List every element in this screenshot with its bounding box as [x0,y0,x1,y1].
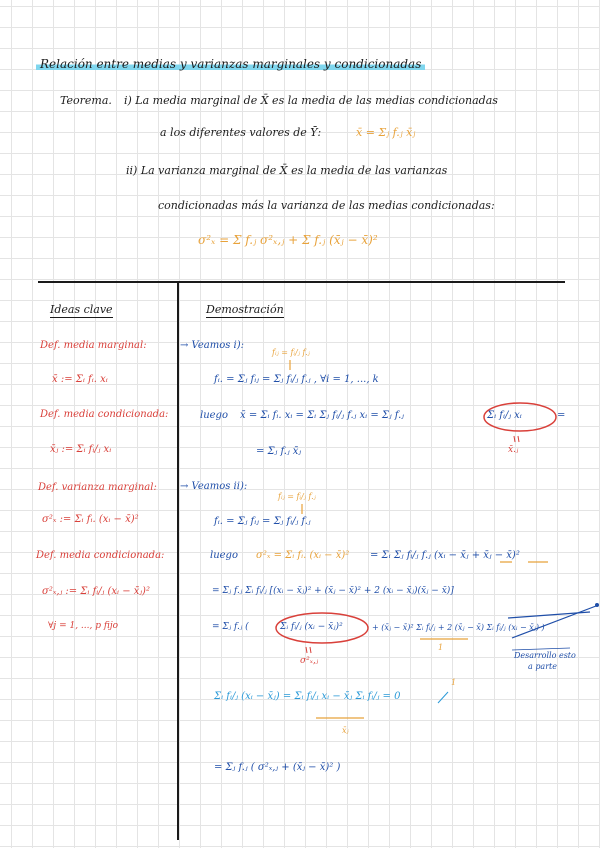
theorem-part1-line2: a los diferentes valores de Ȳ: [160,126,322,139]
def-media-condicionada-formula: x̄ⱼ := Σᵢ fᵢ/ⱼ xᵢ [50,444,112,455]
def-varianza-condicionada-title: Def. media condicionada: [36,550,165,561]
proof-ii-line2-rest: = Σᵢ Σⱼ fᵢ/ⱼ f.ⱼ (xᵢ − x̄ⱼ + x̄ⱼ − x̄)² [370,550,520,561]
page-title: Relación entre medias y varianzas marginales y condicionadas [36,57,425,71]
arrow-head-dot [595,603,599,607]
proof-ii-cyan-line: Σᵢ fᵢ/ⱼ (xᵢ − x̄ⱼ) = Σᵢ fᵢ/ⱼ xᵢ − x̄ⱼ Σᵢ fᵢ/ⱼ = 0 [214,691,401,702]
proof-ii-cyan-sub: x̄ⱼ [342,726,349,735]
proof-ii-cyan-one: 1 [451,678,457,687]
proof-i-line3: = Σⱼ f.ⱼ x̄ⱼ [256,446,302,457]
proof-ii-note: fᵢⱼ = fᵢ/ⱼ f.ⱼ [278,492,316,501]
theorem-part2-formula: σ²ₓ = Σ f.ⱼ σ²ₓ,ⱼ + Σ f.ⱼ (x̄ⱼ − x̄)² [198,233,378,247]
strike-cyan [438,692,448,703]
theorem-part1-line1: i) La media marginal de X̄ es la media de las medias condicionadas [124,94,498,107]
proof-i-note: fᵢⱼ = fᵢ/ⱼ f.ⱼ [272,348,310,357]
proof-ii-note-right-2: a parte [528,662,557,671]
def-varianza-marginal-title: Def. varianza marginal: [38,482,157,493]
proof-ii-line2-lead: luego [210,550,238,561]
proof-i-line2-circled: Σᵢ fᵢ/ⱼ xᵢ [487,410,522,421]
proof-ii-line1: fᵢ. = Σⱼ fᵢⱼ = Σⱼ fᵢ/ⱼ f.ⱼ [214,516,311,527]
circle-annotation-ii [276,613,368,643]
def-varianza-condicionada-formula: σ²ₓ,ⱼ := Σᵢ fᵢ/ⱼ (xᵢ − x̄ⱼ)² [42,586,150,597]
proof-ii-intro: → Veamos ii): [180,481,248,492]
def-media-condicionada-title: Def. media condicionada: [40,409,169,420]
theorem-label: Teorema. [60,94,112,107]
theorem-part2-line2: condicionadas más la varianza de las medias condicionadas: [158,199,495,212]
theorem-part2-line1: ii) La varianza marginal de X̄ es la media de las varianzas [126,164,448,177]
proof-ii-one-label: 1 [438,643,444,652]
proof-ii-line4-circled: Σᵢ fᵢ/ⱼ (xᵢ − x̄ⱼ)² [280,622,343,632]
def-media-marginal-formula: x̄ := Σᵢ fᵢ. xᵢ [52,374,108,385]
proof-i-xbar-j-label: x̄.ⱼ [508,445,519,455]
equal-marks-ii [306,647,311,653]
proof-ii-line4-start: = Σⱼ f.ⱼ ( [212,622,249,632]
proof-ii-note-right-1: Desarrollo esto [514,651,576,660]
proof-i-line1: fᵢ. = Σⱼ fᵢⱼ = Σⱼ fᵢ/ⱼ f.ⱼ , ∀i = 1, ..., k [214,374,379,385]
def-media-marginal-title: Def. media marginal: [40,340,147,351]
proof-ii-sigma-label: σ²ₓ,ⱼ [300,656,319,666]
proof-ii-line4-rest: + (x̄ⱼ − x̄)² Σᵢ fᵢ/ⱼ + 2 (x̄ⱼ − x̄) Σᵢ fᵢ/ⱼ (xᵢ − x̄ⱼ) ) [372,623,545,632]
arrow-last-term [512,606,596,638]
theorem-part1-formula: x̄ = Σⱼ f.ⱼ x̄ⱼ [356,126,416,139]
equal-marks-i [514,436,519,442]
right-column-heading: Demostración [206,303,284,316]
proof-i-line2-lead: luego [200,410,228,421]
def-varianza-condicionada-note: ∀j = 1, ..., p fijo [48,621,119,631]
proof-i-intro: → Veamos i): [180,340,245,351]
proof-i-line2: x̄ = Σᵢ fᵢ. xᵢ = Σᵢ Σⱼ fᵢ/ⱼ f.ⱼ xᵢ = Σⱼ f.ⱼ [240,410,404,421]
proof-ii-line3: = Σⱼ f.ⱼ Σᵢ fᵢ/ⱼ [(xᵢ − x̄ⱼ)² + (x̄ⱼ − x̄)² + 2 (xᵢ − x̄ⱼ)(x̄ⱼ − x̄)] [212,586,454,596]
circle-annotation-i [484,403,556,431]
proof-i-line2-end: = [557,410,566,421]
def-varianza-marginal-formula: σ²ₓ := Σᵢ fᵢ. (xᵢ − x̄)² [42,514,139,525]
proof-ii-final: = Σⱼ f.ⱼ ( σ²ₓ,ⱼ + (x̄ⱼ − x̄)² ) [214,762,341,773]
left-column-heading: Ideas clave [50,303,113,316]
note-underline [512,648,570,650]
proof-ii-line2-orange: σ²ₓ = Σᵢ fᵢ. (xᵢ − x̄)² [256,550,350,561]
